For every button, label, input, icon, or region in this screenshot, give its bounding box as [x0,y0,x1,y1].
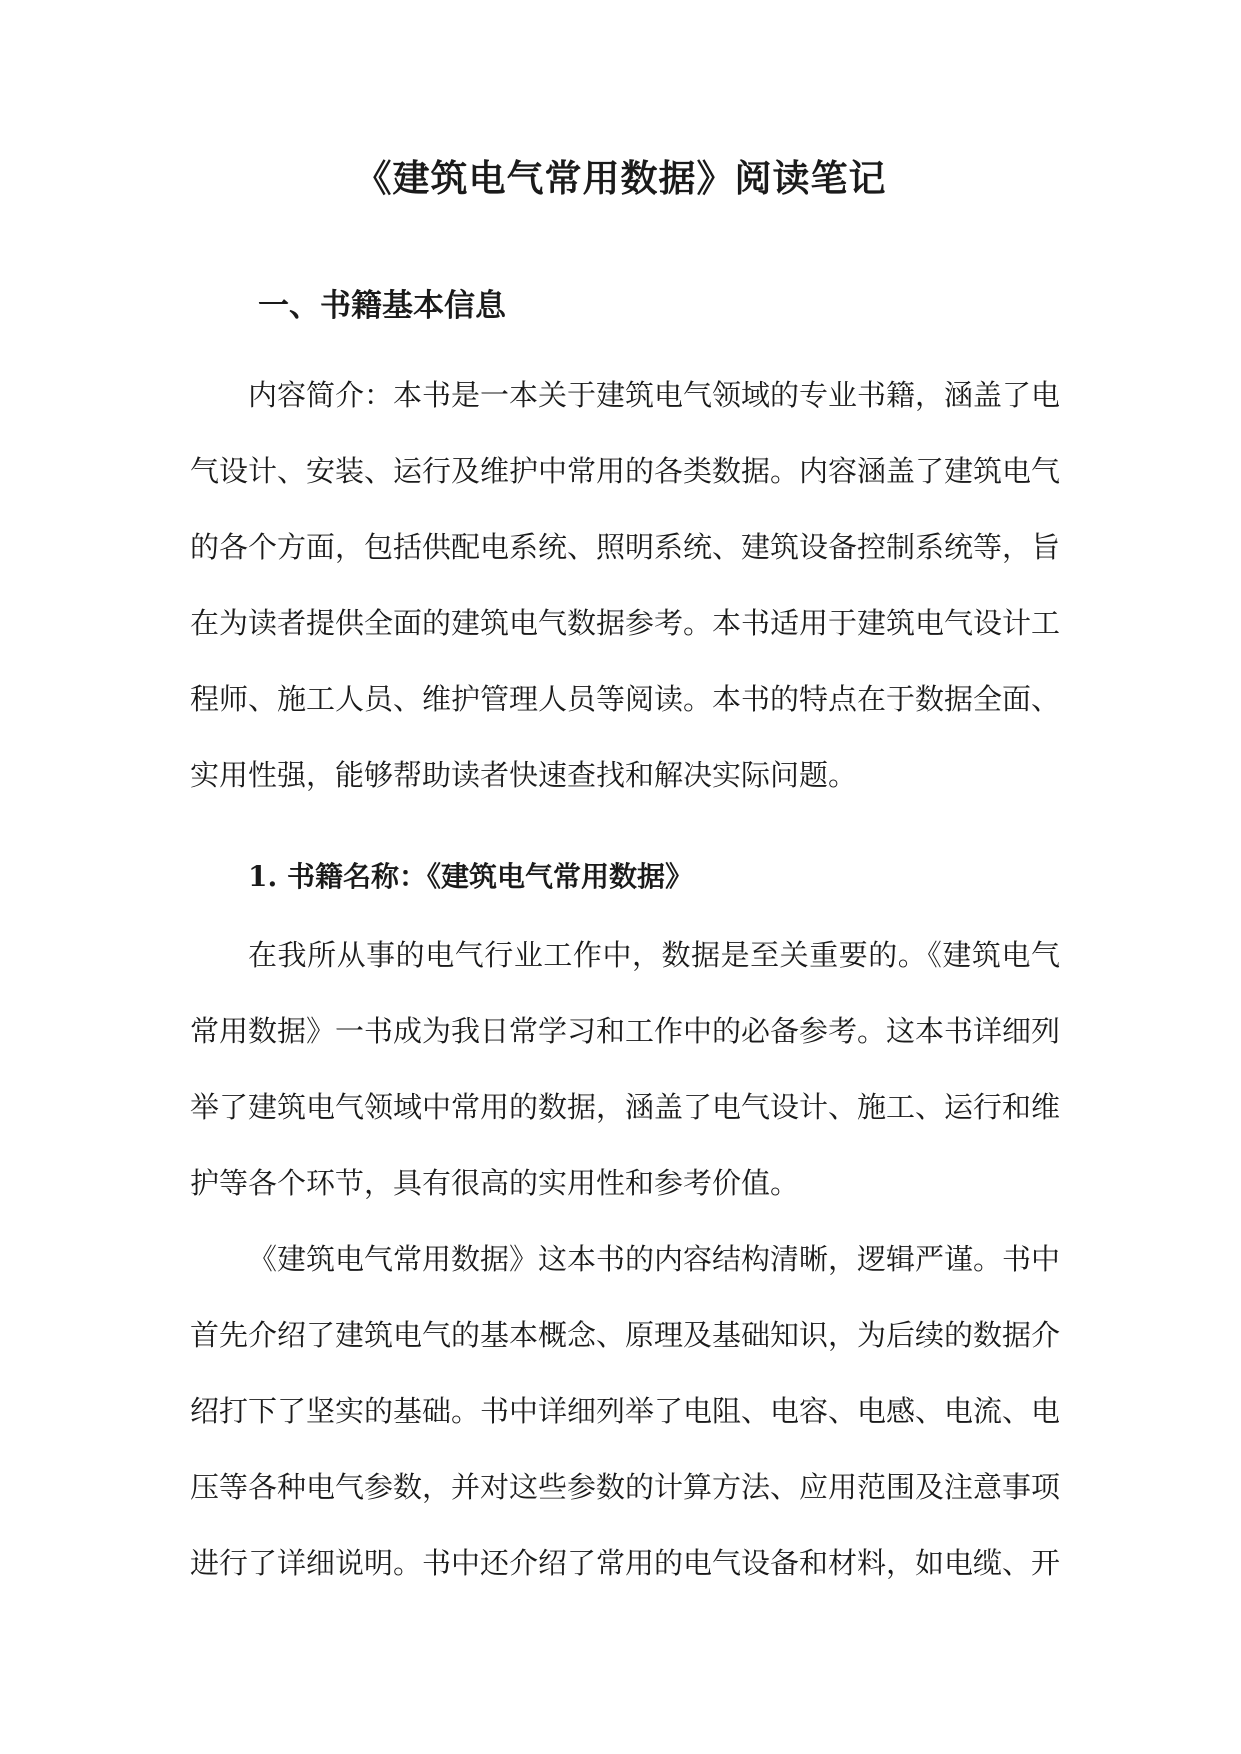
body-paragraph: 在我所从事的电气行业工作中，数据是至关重要的。《建筑电气常用数据》一书成为我日常学习和工作中的必备参考。这本书详细列举了建筑电气领域中常用的数据，涵盖了电气设计、施工、运行和维护等各个环节，具有很高的实用性和参考价值。 [190,938,1061,1200]
section-heading-basic-info: 一、书籍基本信息 [258,288,506,324]
document-title: 《建筑电气常用数据》阅读笔记 [354,156,887,200]
body-paragraph: 《建筑电气常用数据》这本书的内容结构清晰，逻辑严谨。书中首先介绍了建筑电气的基本概念、原理及基础知识，为后续的数据介绍打下了坚实的基础。书中详细列举了电阻、电容、电感、电流、电压等各种电气参数，并对这些参数的计算方法、应用范围及注意事项进行了详细说明。书中还介绍了常用的电气设备和材料，如电缆、开 [190,1242,1061,1580]
content-intro-paragraph: 内容简介：本书是一本关于建筑电气领域的专业书籍，涵盖了电气设计、安装、运行及维护中常用的各类数据。内容涵盖了建筑电气的各个方面，包括供配电系统、照明系统、建筑设备控制系统等，旨在为读者提供全面的建筑电气数据参考。本书适用于建筑电气设计工程师、施工人员、维护管理人员等阅读。本书的特点在于数据全面、实用性强，能够帮助读者快速查找和解决实际问题。 [190,378,1061,792]
subheading-book-name: 1. 书籍名称：《建筑电气常用数据》 [248,860,693,893]
